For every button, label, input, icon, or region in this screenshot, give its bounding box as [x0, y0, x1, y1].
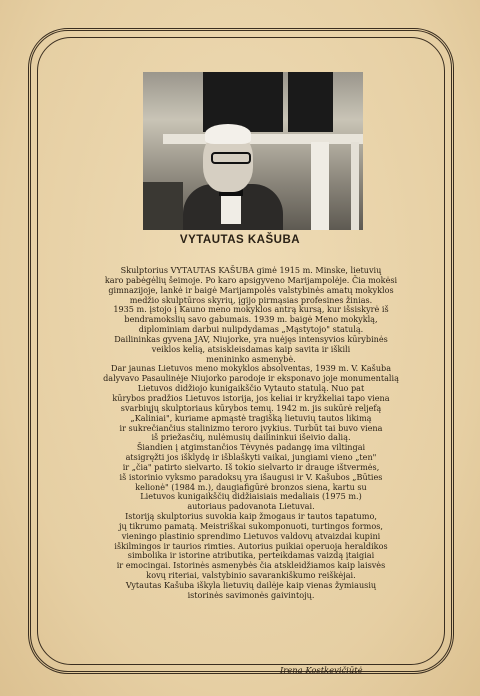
text-line: Šiandien į atgimstančios Tėvynės padangę ima viltingai [136, 442, 366, 453]
text-line: iškilmingos ir taurios rimties. Autorius puikiai operuoja heraldikos [114, 540, 388, 551]
text-line: Lietuvos kunigaikščių didžiaisiais medaliais (1975 m.) [140, 491, 362, 502]
text-line: „Kaliniai", kuriame apmąstė tragišką lietuvių tautos likimą [130, 412, 372, 423]
text-line: dalyvavo Pasaulinėje Niujorko parodoje ir eksponavo joje monumentalią [103, 373, 399, 384]
text-line: autoriaus padovanota Lietuvai. [187, 501, 315, 512]
text-line: Dar jaunas Lietuvos meno mokyklos absolventas, 1939 m. V. Kašuba [110, 363, 392, 374]
text-line: kūrybos pradžios Lietuvos istorija, jos keliai ir kryžkeliai tapo viena [112, 392, 390, 403]
text-line: menininko asmenybė. [206, 353, 296, 364]
portrait-photo [143, 72, 363, 230]
text-line: iš priežasčių, nulėmusių dailininkui išeivio dalią. [151, 432, 351, 443]
text-line: Istoriją skulptorius suvokia kaip žmogaus ir tautos tapatumo, [125, 511, 377, 522]
text-line: 1935 m. įstojo į Kauno meno mokyklos antrą kursą, kur išsiskyrė iš [113, 304, 389, 315]
page-title: VYTAUTAS KAŠUBA [179, 234, 301, 246]
text-line: vieningo plastinio sprendimo Lietuvos valdovų atvaizdai kupini [121, 530, 381, 541]
text-line: iš istorinio vyksmo paradoksų yra išaugusi ir V. Kašubos „Būties [119, 471, 383, 482]
text-line: ir emocingai. Istorinės asmenybės čia atskleidžiamos kaip laisvės [116, 560, 386, 571]
text-line: Skulptorius VYTAUTAS KAŠUBA gimė 1915 m. Minske, lietuvių [120, 265, 382, 275]
text-line: gimnazijoje, lankė ir baigė Marijampolės valstybinės amatų mokyklos [108, 284, 394, 295]
text-line: svarbiųjų skulptoriaus kūrybos temų. 1942 m. jis sukūrė reljefą [120, 402, 382, 413]
text-line: Dailininkas gyvena JAV, Niujorke, yra nuėjęs intensyvios kūrybinės [114, 333, 388, 344]
text-line: ir sukrečiančius stalinizmo teroro įvykius. Turbūt tai buvo viena [119, 422, 383, 433]
text-line: istorinės savimonės gaivintojų. [187, 589, 315, 600]
text-line: bendramokslių savo gabumais. 1939 m. baigė Meno mokyklą, [124, 314, 378, 325]
text-line: medžio skulptūros skyrių, įgijo pirmąsias profesines žinias. [129, 294, 373, 305]
text-line: diplominiam darbui nulipdydamas „Mąstytojo" statulą. [138, 324, 364, 335]
author-signature: Irena Kostkevičiūtė [280, 665, 363, 675]
text-line: kelionė" (1984 m.), daugiafigūrė bronzos siena, kartu su [135, 481, 367, 492]
text-line: veiklos kelią, atsiskleisdamas kaip savita ir iškili [151, 343, 351, 354]
text-line: karo pabėgėlių šeimoje. Po karo apsigyveno Marijampolėje. Čia mokėsi [104, 274, 398, 285]
text-line: atsigręžti jos išklydę ir išblaškyti vaikai, jungiami vieno „ten" [125, 452, 377, 463]
article-body [75, 266, 427, 601]
text-line: Lietuvos didžiojo kunigaikščio Vytauto statulą. Nuo pat [137, 383, 365, 394]
text-line: Vytautas Kašuba iškyla lietuvių dailėje kaip vienas žymiausių [125, 580, 377, 590]
text-line: jų tikrumo pamatą. Meistriškai sukomponuoti, turtingos formos, [119, 520, 383, 531]
text-line: ir „čia" patirto sielvarto. Iš tokio sielvarto ir drauge ištvermės, [122, 461, 380, 472]
text-line: simbolika ir istorine atributika, perteikdamas vaizdą įtaigiai [127, 550, 375, 561]
text-line: kovų riteriai, valstybinio savarankiškumo reiškėjai. [146, 570, 356, 581]
